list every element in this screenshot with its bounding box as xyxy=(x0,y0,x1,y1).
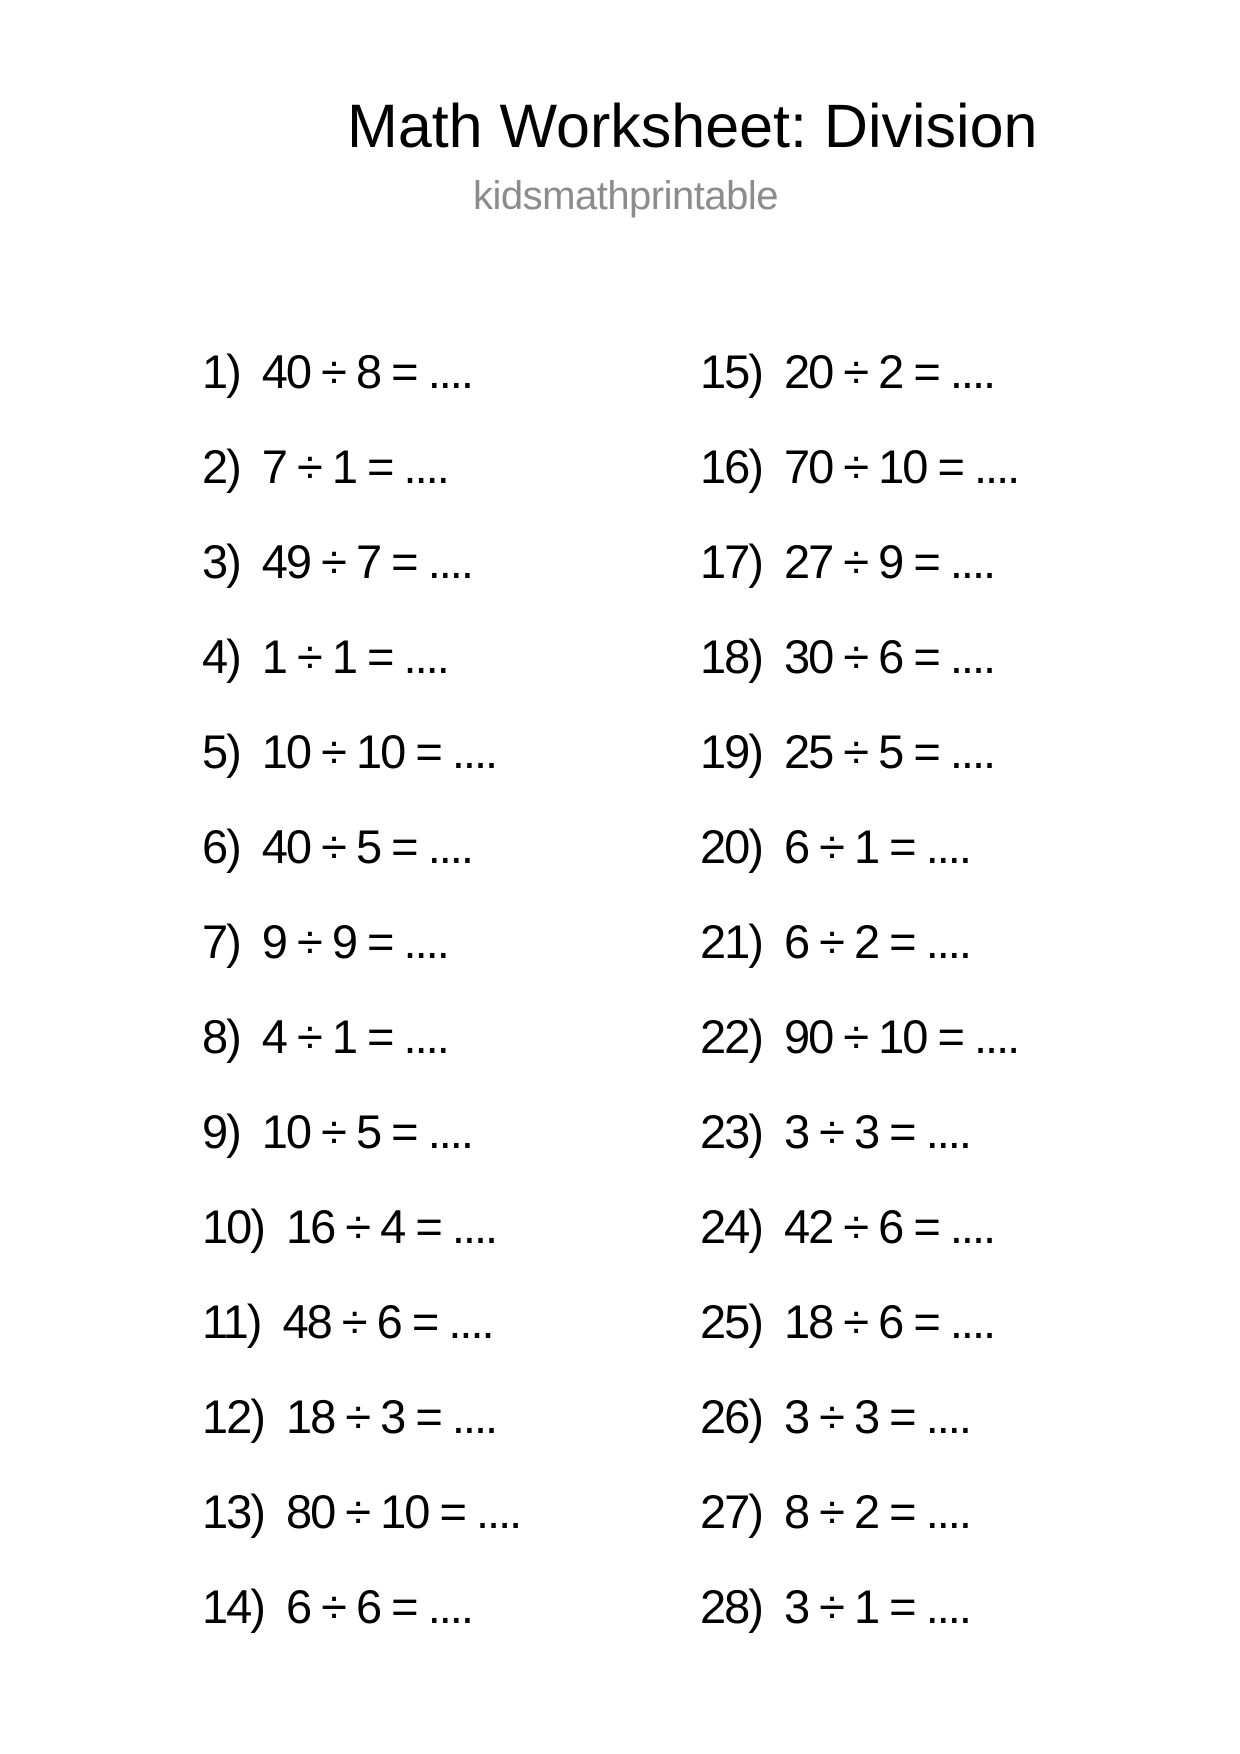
problems-column-left xyxy=(202,324,520,1654)
problem-row xyxy=(700,1369,1018,1464)
problem-number: 19) xyxy=(700,725,762,778)
problem-number: 7) xyxy=(202,915,240,968)
problem-row xyxy=(700,609,1018,704)
problem-number: 23) xyxy=(700,1105,762,1158)
problem-expression: 1 ÷ 1 = .... xyxy=(261,630,448,683)
problem-number: 8) xyxy=(202,1010,240,1063)
problem-row xyxy=(202,324,520,419)
problem-number: 9) xyxy=(202,1105,240,1158)
problem-expression: 10 ÷ 5 = .... xyxy=(261,1105,472,1158)
problem-expression: 20 ÷ 2 = .... xyxy=(783,345,995,398)
problem-row xyxy=(202,609,520,704)
problem-expression: 18 ÷ 6 = .... xyxy=(783,1295,995,1348)
problem-number: 6) xyxy=(202,820,240,873)
problems-column-right xyxy=(700,324,1018,1654)
problem-row xyxy=(700,419,1018,514)
problem-expression: 6 ÷ 1 = .... xyxy=(783,820,970,873)
problem-number: 2) xyxy=(202,440,240,493)
problem-number: 15) xyxy=(700,345,762,398)
problem-row xyxy=(202,989,520,1084)
problem-number: 27) xyxy=(700,1485,762,1538)
problem-row xyxy=(202,1274,520,1369)
problem-expression: 40 ÷ 8 = .... xyxy=(261,345,472,398)
problem-number: 21) xyxy=(700,915,762,968)
problem-row xyxy=(700,1084,1018,1179)
problem-expression: 10 ÷ 10 = .... xyxy=(261,725,497,778)
problem-row xyxy=(700,1179,1018,1274)
page-title: Math Worksheet: Division xyxy=(347,92,1038,160)
problem-number: 4) xyxy=(202,630,240,683)
problem-expression: 3 ÷ 1 = .... xyxy=(783,1580,970,1633)
problem-row xyxy=(202,799,520,894)
problem-number: 3) xyxy=(202,535,240,588)
problem-row xyxy=(202,419,520,514)
problem-number: 22) xyxy=(700,1010,762,1063)
problem-number: 16) xyxy=(700,440,762,493)
problem-expression: 30 ÷ 6 = .... xyxy=(783,630,995,683)
problem-expression: 3 ÷ 3 = .... xyxy=(783,1390,970,1443)
problem-expression: 90 ÷ 10 = .... xyxy=(783,1010,1019,1063)
problem-row xyxy=(700,1274,1018,1369)
problem-number: 28) xyxy=(700,1580,762,1633)
problem-expression: 49 ÷ 7 = .... xyxy=(261,535,472,588)
problem-number: 12) xyxy=(202,1390,264,1443)
problem-row xyxy=(202,1464,520,1559)
problem-number: 5) xyxy=(202,725,240,778)
problem-expression: 4 ÷ 1 = .... xyxy=(261,1010,448,1063)
problem-row xyxy=(700,989,1018,1084)
problem-expression: 7 ÷ 1 = .... xyxy=(261,440,448,493)
problem-row xyxy=(700,514,1018,609)
problem-expression: 6 ÷ 2 = .... xyxy=(783,915,970,968)
problem-expression: 16 ÷ 4 = .... xyxy=(285,1200,497,1253)
problem-number: 25) xyxy=(700,1295,762,1348)
problem-expression: 40 ÷ 5 = .... xyxy=(261,820,472,873)
problem-row xyxy=(700,1464,1018,1559)
problem-expression: 48 ÷ 6 = .... xyxy=(282,1295,493,1348)
problem-expression: 80 ÷ 10 = .... xyxy=(285,1485,521,1538)
problem-expression: 27 ÷ 9 = .... xyxy=(783,535,995,588)
problem-number: 1) xyxy=(202,345,240,398)
problem-expression: 6 ÷ 6 = .... xyxy=(285,1580,472,1633)
problem-expression: 25 ÷ 5 = .... xyxy=(783,725,995,778)
problem-number: 10) xyxy=(202,1200,264,1253)
problem-number: 26) xyxy=(700,1390,762,1443)
problem-row xyxy=(700,704,1018,799)
problem-expression: 42 ÷ 6 = .... xyxy=(783,1200,995,1253)
problem-expression: 9 ÷ 9 = .... xyxy=(261,915,448,968)
problem-row xyxy=(202,1369,520,1464)
problem-row xyxy=(202,1084,520,1179)
problem-row xyxy=(700,894,1018,989)
problem-number: 20) xyxy=(700,820,762,873)
problem-row xyxy=(202,704,520,799)
problem-row xyxy=(202,894,520,989)
problem-expression: 8 ÷ 2 = .... xyxy=(783,1485,970,1538)
page-subtitle: kidsmathprintable xyxy=(473,174,778,218)
problem-row xyxy=(700,799,1018,894)
problem-expression: 3 ÷ 3 = .... xyxy=(783,1105,970,1158)
problem-expression: 18 ÷ 3 = .... xyxy=(285,1390,497,1443)
problem-number: 24) xyxy=(700,1200,762,1253)
problem-row xyxy=(202,1179,520,1274)
problem-number: 13) xyxy=(202,1485,264,1538)
problem-number: 14) xyxy=(202,1580,264,1633)
problem-row xyxy=(202,1559,520,1654)
problem-expression: 70 ÷ 10 = .... xyxy=(783,440,1019,493)
problem-number: 18) xyxy=(700,630,762,683)
problem-number: 17) xyxy=(700,535,762,588)
problem-number: 11) xyxy=(202,1295,261,1348)
problem-row xyxy=(202,514,520,609)
problem-row xyxy=(700,1559,1018,1654)
problem-row xyxy=(700,324,1018,419)
